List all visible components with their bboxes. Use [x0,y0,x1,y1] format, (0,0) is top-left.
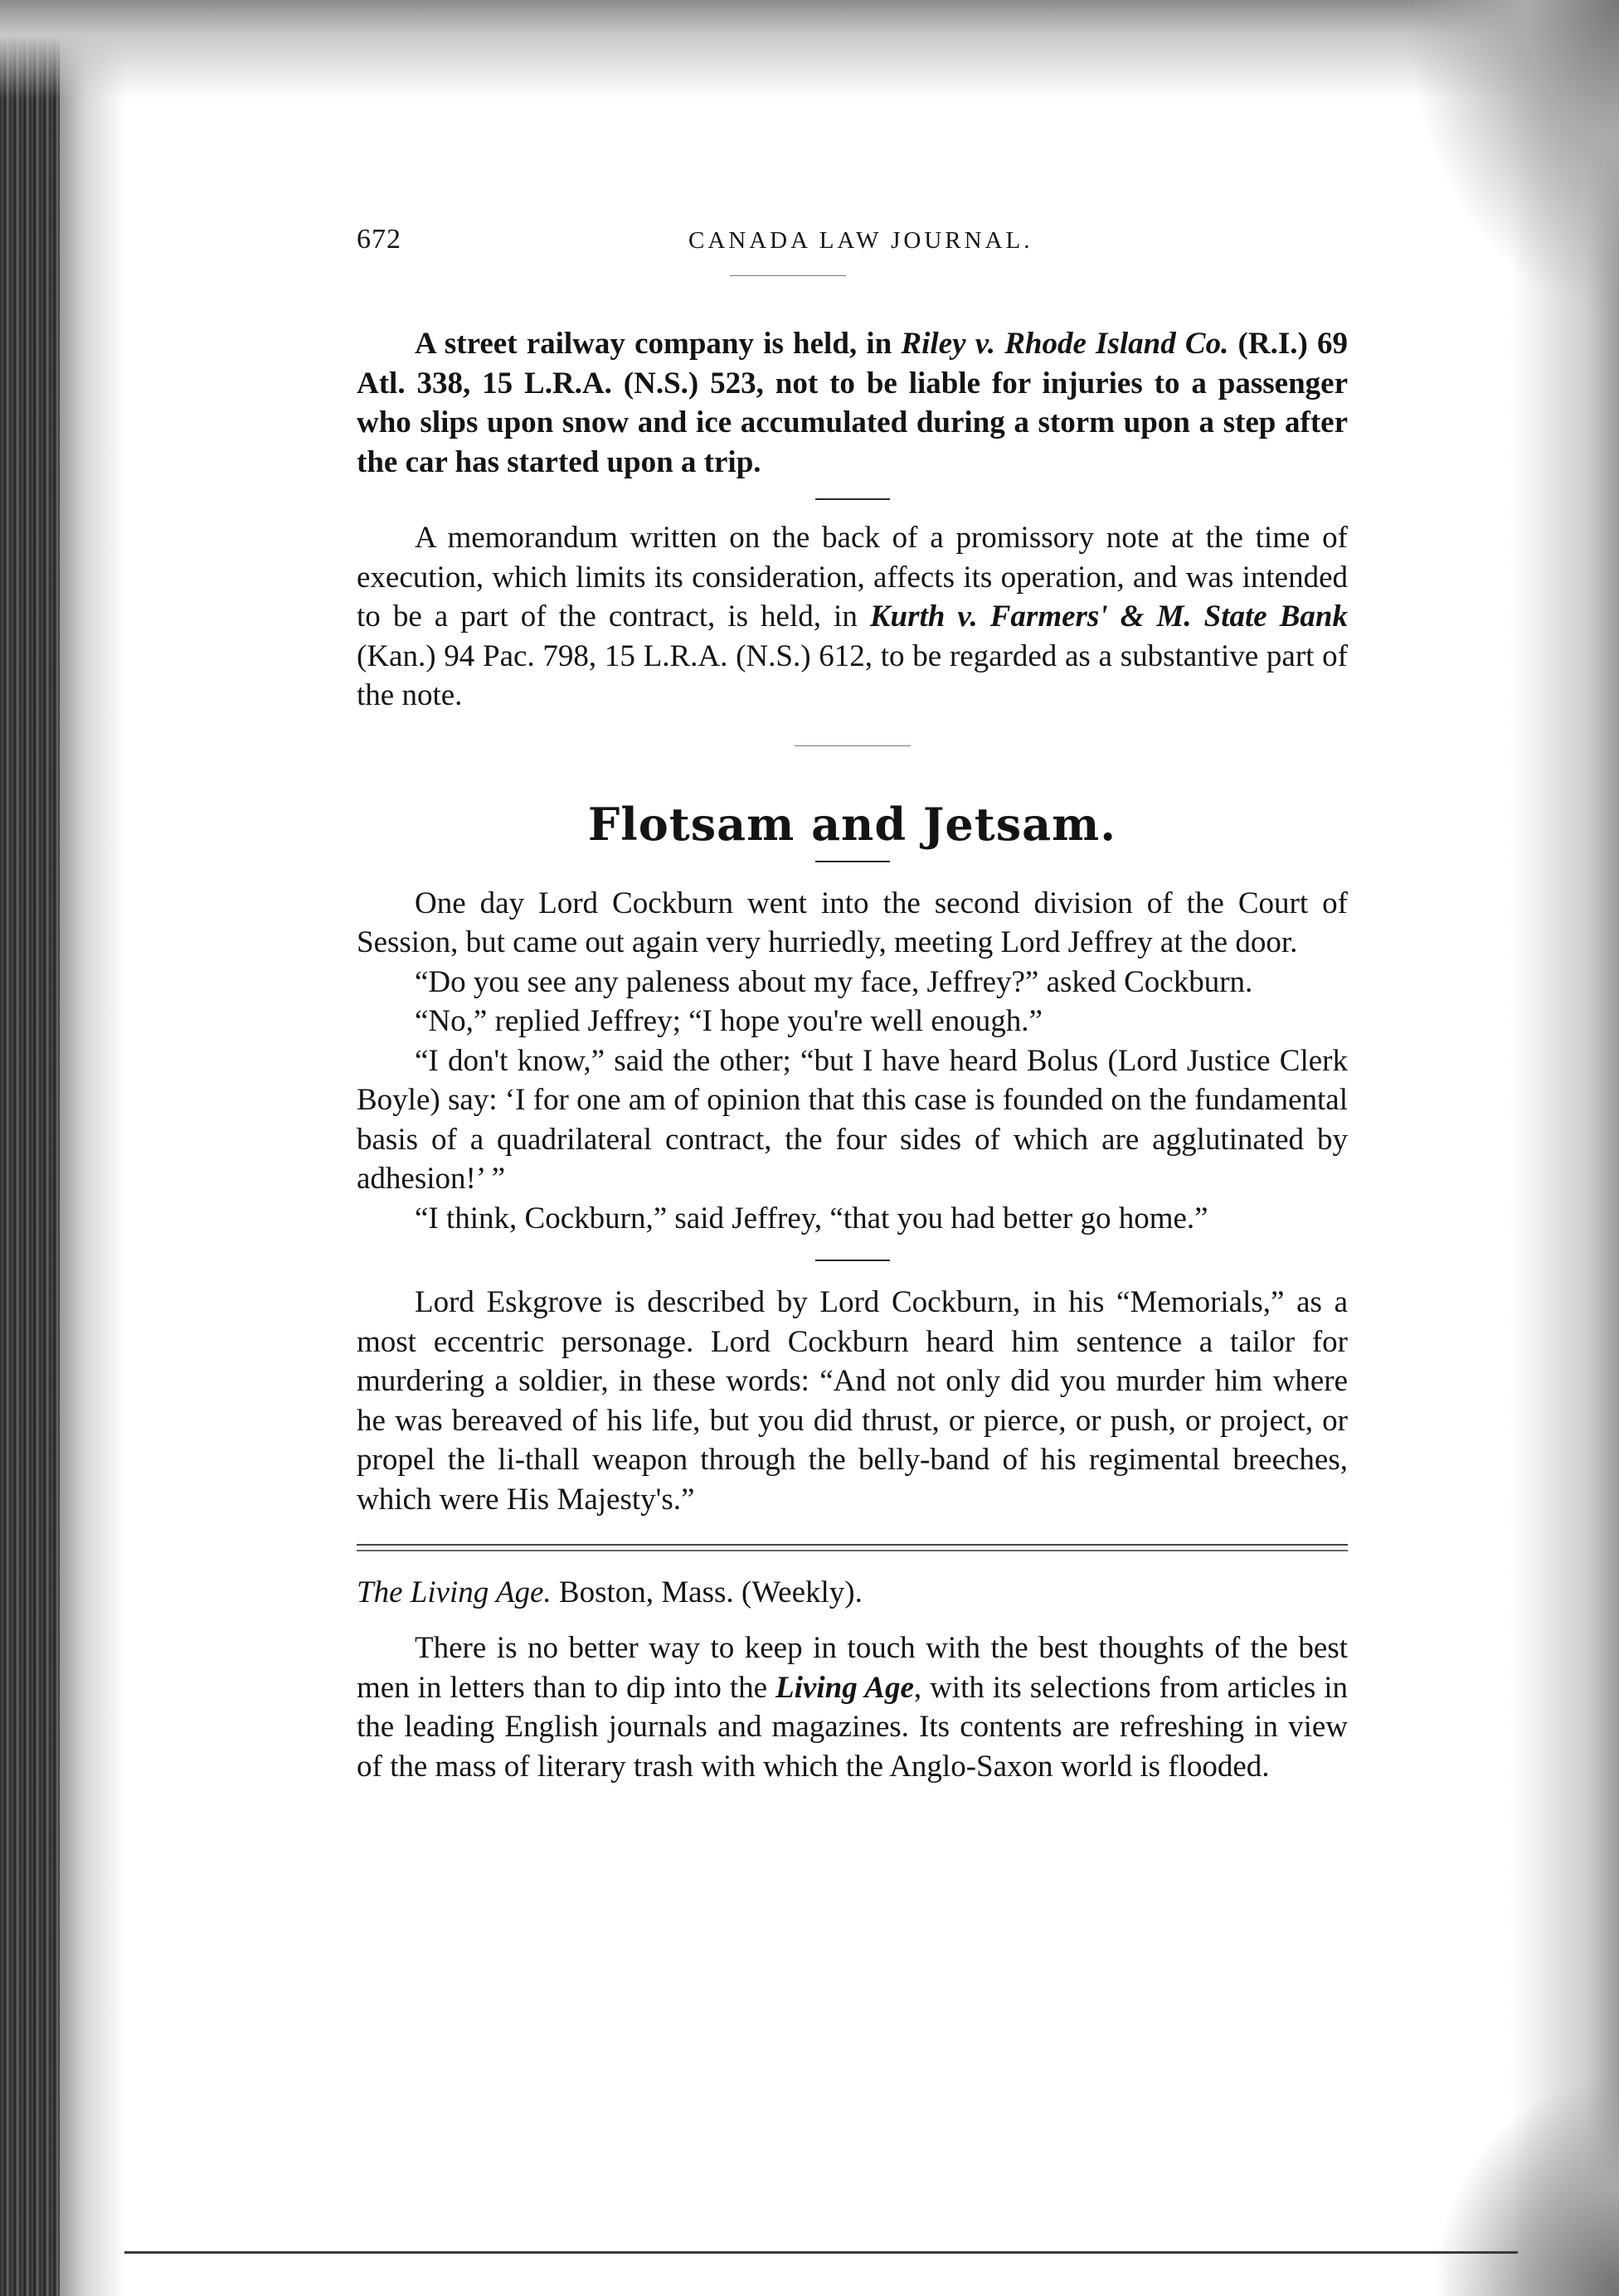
anecdote-paragraph: “Do you see any paleness about my face, Jeffrey?” asked Cockburn. [415,964,1253,999]
page-number: 672 [357,224,401,255]
scan-corner-top-right [1403,0,1619,315]
section-heading: Flotsam and Jetsam. [587,797,1117,851]
anecdote-paragraph: One day Lord Cockburn went into the second division of the Court of Session, but came out again very hurriedly, meeting Lord Jeffrey at the door. [357,886,1348,959]
review-publication-title: The Living Age. [357,1575,552,1609]
scan-shadow-left [60,0,126,2296]
running-head [357,224,1348,274]
scan-shadow-right [1511,0,1619,2296]
anecdote-paragraph: “No,” replied Jeffrey; “I hope you're well enough.” [415,1004,1043,1038]
note-riley: A street railway company is held, in Riley v. Rhode Island Co. (R.I.) 69 Atl. 338, 15 L.R.A. (N.S.) 523, not to be liable for injuries to a passenger who slips upon snow and ice accumulated during a storm upon a step after the car has started upon a trip. [357,327,1348,479]
scan-edge-left [0,0,60,2296]
case-name-kurth: Kurth v. Farmers' & M. State Bank [869,599,1348,633]
anecdote-paragraph: “I think, Cockburn,” said Jeffrey, “that you had better go home.” [415,1201,1208,1235]
scan-corner-bottom-right [1437,2080,1619,2296]
note-kurth: A memorandum written on the back of a promissory note at the time of execution, which limits its consideration, affects its operation, and was intended to be a part of the contract, is held, in Kurth v. Farmers' & M. State Bank (Kan.) 94 Pac. 798, 15 L.R.A. (N.S.) 612, to be regarded as a substantive part of the note. [357,521,1348,712]
scan-shadow-top [0,0,1619,100]
journal-title: CANADA LAW JOURNAL. [688,227,1033,254]
review-text: There is no better way to keep in touch with the best thoughts of the best men in letters than to dip into the Living Age, with its selections from articles in the leading English journals and magazines. Its contents are refreshing in view of the mass of literary trash with which the Anglo-Saxon world is flooded. [357,1631,1349,1784]
journal-page [357,224,1348,1786]
review-source-line: The Living Age. Boston, Mass. (Weekly). [357,1575,863,1609]
scan-bottom-edge [124,2251,1518,2254]
review-double-rule [357,1544,1348,1551]
anecdote-cockburn [357,884,1348,1239]
case-name-riley: Riley v. Rhode Island Co. [901,327,1229,361]
review-inline-title: Living Age [775,1670,914,1705]
anecdote-paragraph: “I don't know,” said the other; “but I have heard Bolus (Lord Justice Clerk Boyle) say: ‘I for one am of opinion that this case is founded on the fundamental basis of a quadrilateral contract, the four sides of which are agglutinated by adhesion!’ ” [357,1043,1349,1196]
anecdote-eskgrove: Lord Eskgrove is described by Lord Cockburn, in his “Memorials,” as a most eccentric personage. Lord Cockburn heard him sentence a tailor for murdering a soldier, in these words: “And not only did you murder him where he was bereaved of his life, but you did thrust, or pierce, or push, or project, or propel the li-thall weapon through the belly-band of his regimental breeches, which were His Majesty's.” [357,1285,1348,1517]
